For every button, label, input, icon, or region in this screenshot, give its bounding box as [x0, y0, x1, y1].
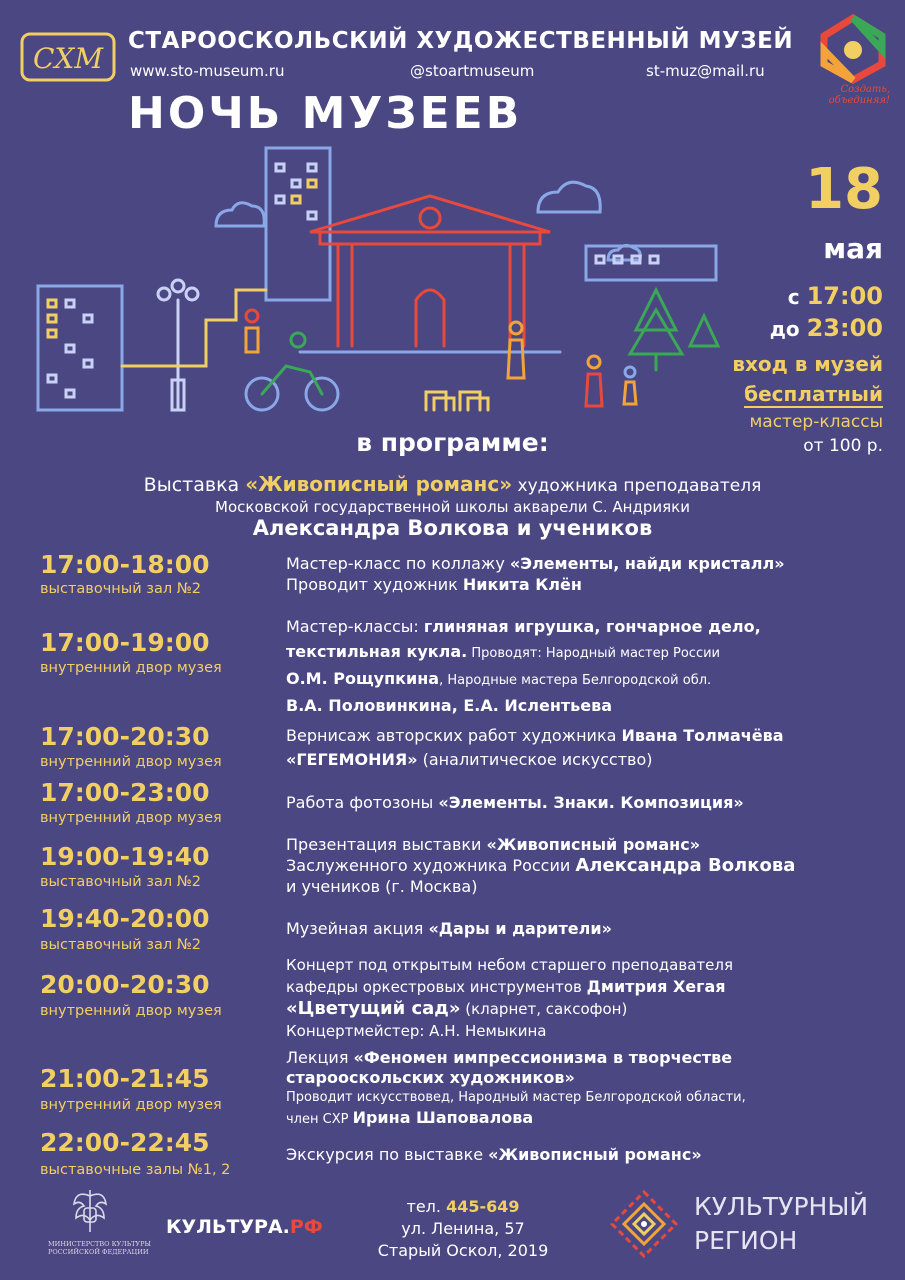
schedule-place: выставочные залы №1, 2 [40, 1162, 231, 1178]
instagram-handle[interactable]: @stoartmuseum [410, 62, 535, 80]
schedule-place: внутренний двор музея [40, 1003, 222, 1019]
schedule-time: 17:00-18:00 [40, 550, 210, 579]
entry-note-1: вход в музей [732, 352, 883, 376]
event-day: 18 [805, 157, 883, 222]
start-time: с 17:00 [787, 282, 883, 310]
ministry-logo: МИНИСТЕРСТВО КУЛЬТУРЫ РОССИЙСКОЙ ФЕДЕРАЦИИ [48, 1186, 132, 1276]
schedule-desc: Музейная акция «Дары и дарители» [286, 919, 612, 938]
city-illustration [30, 140, 730, 420]
culture-region-ornament-icon [608, 1188, 680, 1260]
museum-logo [20, 28, 116, 86]
schedule-desc: Концерт под открытым небом старшего преподавателя кафедры оркестровых инструментов Дмитрия Хегая «Цветущий сад» (кларнет, саксофон) Концертмейстер: А.Н. Немыкина [286, 956, 733, 1040]
classes-note-1: мастер-классы [749, 412, 883, 432]
schedule-time: 19:40-20:00 [40, 904, 210, 933]
schedule-time: 17:00-19:00 [40, 628, 210, 657]
event-month: мая [823, 232, 883, 265]
event-title: НОЧЬ МУЗЕЕВ [128, 88, 523, 139]
schedule-desc: Вернисаж авторских работ художника Ивана Толмачёва «ГЕГЕМОНИЯ» (аналитическое искусство) [286, 726, 784, 769]
email-link[interactable]: st-muz@mail.ru [646, 62, 765, 80]
schedule-desc: Мастер-классы: глиняная игрушка, гончарное дело, текстильная кукла. Проводят: Народный мастер России О.М. Рощупкина, Народные мастера Белгородской обл. В.А. Половинкина, Е.А. Ислентьева [286, 617, 761, 715]
schedule-place: внутренний двор музея [40, 754, 222, 770]
program-title: в программе: [356, 428, 549, 457]
schedule-place: выставочный зал №2 [40, 581, 202, 597]
logo-text: СХМ [32, 42, 104, 75]
schedule-desc: Работа фотозоны «Элементы. Знаки. Композиция» [286, 793, 744, 812]
end-time: до 23:00 [769, 314, 883, 342]
classes-note-2: от 100 р. [803, 436, 883, 456]
schedule-place: внутренний двор музея [40, 810, 222, 826]
schedule-place: выставочный зал №2 [40, 937, 202, 953]
schedule-desc: Экскурсия по выставке «Живописный романс» [286, 1145, 702, 1164]
schedule-place: внутренний двор музея [40, 660, 222, 676]
schedule-time: 19:00-19:40 [40, 842, 210, 871]
schedule-desc: Лекция «Феномен импрессионизма в творчестве старооскольских художников» Проводит искусствовед, Народный мастер Белгородской области, член СХР Ирина Шаповалова [286, 1048, 746, 1127]
exhibition-line-1: Выставка «Живописный романс» художника преподавателя [143, 472, 762, 496]
entry-note-2: бесплатный [744, 382, 883, 406]
schedule-time: 20:00-20:30 [40, 970, 210, 999]
schedule-desc: Мастер-класс по коллажу «Элементы, найди кристалл» Проводит художник Никита Клён [286, 554, 785, 594]
museum-name: СТАРООСКОЛЬСКИЙ ХУДОЖЕСТВЕННЫЙ МУЗЕЙ [128, 28, 794, 54]
contact-block: тел. 445-649 ул. Ленина, 57 Старый Оскол, 2019 [377, 1197, 549, 1260]
schedule-time: 17:00-20:30 [40, 722, 210, 751]
culture-region-text: КУЛЬТУРНЫЙ РЕГИОН [694, 1192, 869, 1255]
schedule-time: 22:00-22:45 [40, 1128, 210, 1157]
schedule-place: выставочный зал №2 [40, 874, 202, 890]
slogan: Создать, объединяя! [828, 84, 890, 106]
slogan-emblem-icon [818, 14, 888, 84]
ministry-emblem-icon [70, 1186, 110, 1236]
kultura-rf-logo[interactable]: КУЛЬТУРА.РФ [166, 1216, 323, 1238]
schedule-time: 17:00-23:00 [40, 778, 210, 807]
schedule-place: внутренний двор музея [40, 1097, 222, 1113]
website-link[interactable]: www.sto-museum.ru [130, 62, 285, 80]
exhibition-line-3: Александра Волкова и учеников [252, 516, 653, 540]
exhibition-line-2: Московской государственной школы акварели С. Андрияки [215, 498, 690, 516]
schedule-desc: Презентация выставки «Живописный романс» Заслуженного художника России Александра Волкова и учеников (г. Москва) [286, 835, 796, 896]
schedule-time: 21:00-21:45 [40, 1064, 210, 1093]
